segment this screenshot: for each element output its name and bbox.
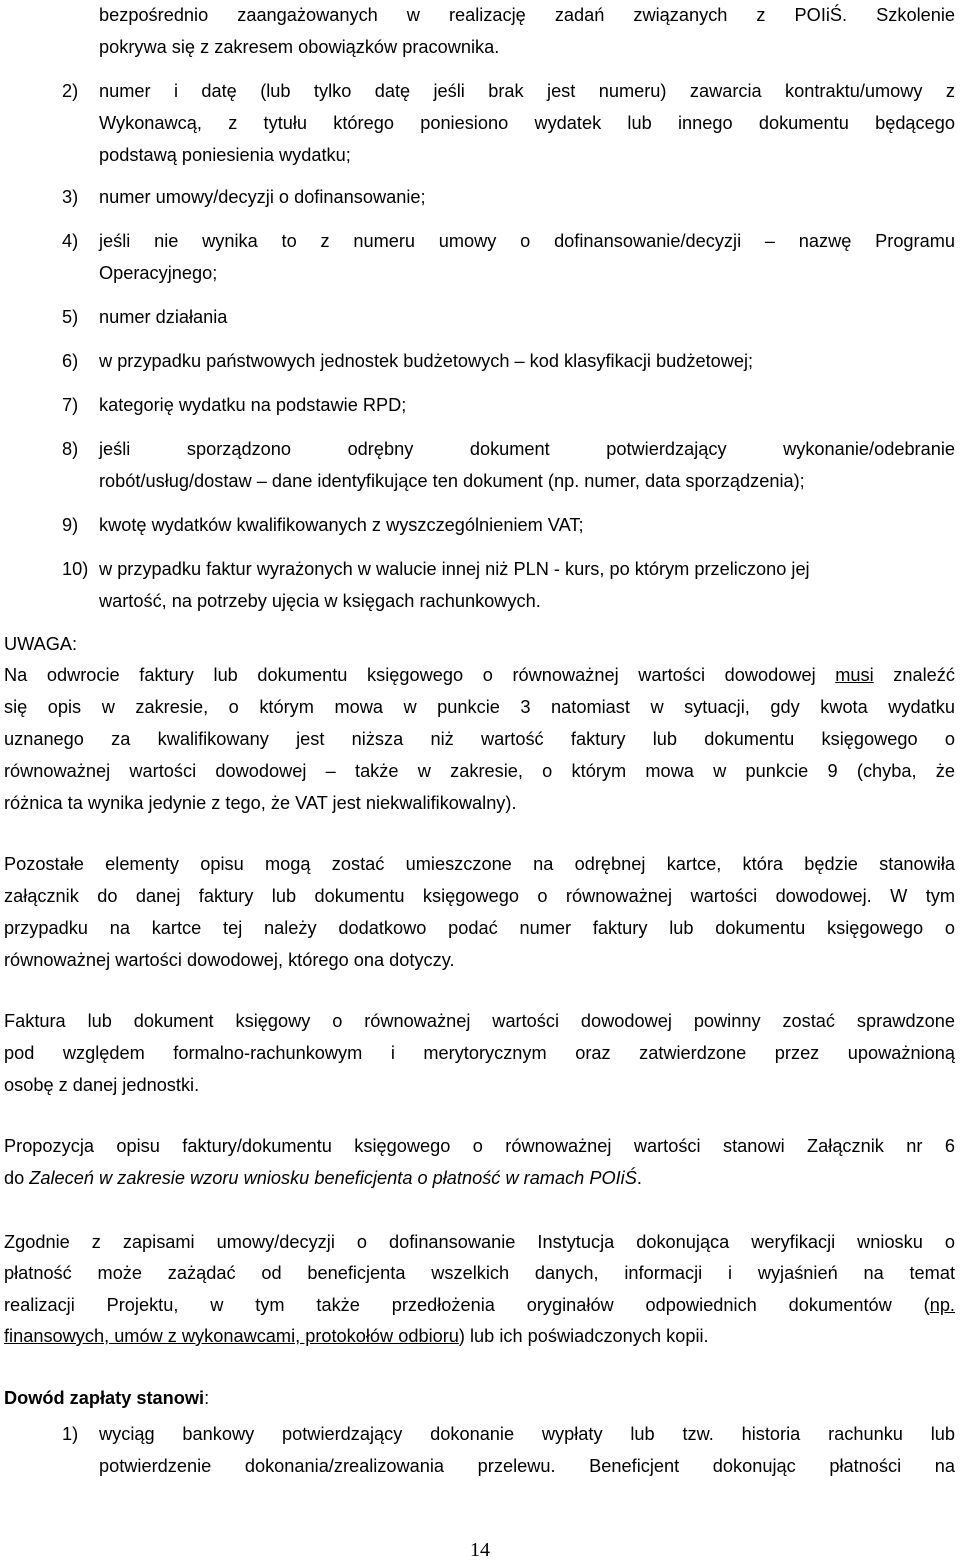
list-item-text: numer umowy/decyzji o dofinansowanie; [99, 187, 426, 207]
section-heading: Dowód zapłaty stanowi: [4, 1388, 210, 1408]
list-item-text: kategorię wydatku na podstawie RPD; [99, 395, 407, 415]
page-number: 14 [470, 1539, 490, 1561]
list-item-text: jeśli nie wynika to z numeru umowy o dofinansowanie/decyzji – nazwę Programu [99, 231, 955, 251]
list-item-text: potwierdzenie dokonania/zrealizowania przelewu. Beneficjent dokonując płatności na [99, 1456, 955, 1476]
list-item-number: 7) [62, 395, 79, 415]
list-item-number: 10) [62, 559, 89, 579]
list-item-number: 6) [62, 351, 79, 371]
list-item-text: wyciąg bankowy potwierdzający dokonanie wypłaty lub tzw. historia rachunku lub [99, 1424, 955, 1444]
paragraph-line: równoważnej wartości dowodowej, którego ona dotyczy. [4, 950, 455, 970]
paragraph-line: Pozostałe elementy opisu mogą zostać umieszczone na odrębnej kartce, która będzie stanowiła [4, 854, 955, 874]
paragraph-line: osobę z danej jednostki. [4, 1075, 200, 1095]
underlined-text: np. [929, 1295, 955, 1315]
list-item-text: numer i datę (lub tylko datę jeśli brak jest numeru) zawarcia kontraktu/umowy z [99, 81, 955, 101]
continuation-line-2: pokrywa się z zakresem obowiązków pracownika. [99, 37, 500, 57]
paragraph-line: przypadku na kartce tej należy dodatkowo podać numer faktury lub dokumentu księgowego o [4, 918, 955, 938]
list-item-text: w przypadku faktur wyrażonych w walucie innej niż PLN - kurs, po którym przeliczono jej [99, 559, 810, 579]
list-item-text: podstawą poniesienia wydatku; [99, 145, 351, 165]
list-item-number: 8) [62, 439, 79, 459]
list-item-number: 5) [62, 307, 79, 327]
list-item-text: Operacyjnego; [99, 263, 218, 283]
paragraph-line: równoważnej wartości dowodowej – także w zakresie, o którym mowa w punkcie 9 (chyba, że [4, 761, 955, 781]
list-item-text: numer działania [99, 307, 228, 327]
paragraph-line: realizacji Projektu, w tym także przedłożenia oryginałów odpowiednich dokumentów (np. [4, 1295, 955, 1315]
paragraph-line: załącznik do danej faktury lub dokumentu księgowego o równoważnej wartości dowodowej. W tym [4, 886, 955, 906]
paragraph-line: różnica ta wynika jedynie z tego, że VAT jest niekwalifikowalny). [4, 793, 517, 813]
list-item-text: Wykonawcą, z tytułu którego poniesiono wydatek lub innego dokumentu będącego [99, 113, 955, 133]
underlined-text: finansowych, umów z wykonawcami, protokołów odbioru [4, 1326, 459, 1346]
paragraph-line: Zgodnie z zapisami umowy/decyzji o dofinansowanie Instytucja dokonująca weryfikacji wniosku o [4, 1232, 955, 1252]
paragraph-line: Na odwrocie faktury lub dokumentu księgowego o równoważnej wartości dowodowej musi znaleźć [4, 665, 955, 685]
list-item-text: jeśli sporządzono odrębny dokument potwierdzający wykonanie/odebranie [99, 439, 955, 459]
paragraph-line: Faktura lub dokument księgowy o równoważnej wartości dowodowej powinny zostać sprawdzone [4, 1011, 955, 1031]
continuation-line-1: bezpośrednio zaangażowanych w realizację zadań związanych z POIiŚ. Szkolenie [99, 5, 955, 25]
paragraph-line: się opis w zakresie, o którym mowa w punkcie 3 natomiast w sytuacji, gdy kwota wydatku [4, 697, 955, 717]
list-item-number: 4) [62, 231, 79, 251]
document-title-italic: Zaleceń w zakresie wzoru wniosku beneficjenta o płatność w ramach POIiŚ [29, 1168, 637, 1188]
uwaga-label: UWAGA: [4, 634, 78, 654]
list-item-text: w przypadku państwowych jednostek budżetowych – kod klasyfikacji budżetowej; [99, 351, 754, 371]
list-item-text: kwotę wydatków kwalifikowanych z wyszczególnieniem VAT; [99, 515, 584, 535]
paragraph-line: uznanego za kwalifikowany jest niższa niż wartość faktury lub dokumentu księgowego o [4, 729, 955, 749]
emphasis-underline: musi [835, 665, 874, 685]
list-item-number: 3) [62, 187, 79, 207]
list-item-number: 2) [62, 81, 79, 101]
paragraph-line: do Zaleceń w zakresie wzoru wniosku beneficjenta o płatność w ramach POIiŚ. [4, 1168, 642, 1188]
list-item-text: wartość, na potrzeby ujęcia w księgach rachunkowych. [99, 591, 541, 611]
paragraph-line: płatność może zażądać od beneficjenta wszelkich danych, informacji i wyjaśnień na temat [4, 1263, 955, 1283]
list-item-number: 1) [62, 1424, 79, 1444]
paragraph-line: pod względem formalno-rachunkowym i merytorycznym oraz zatwierdzone przez upoważnioną [4, 1043, 955, 1063]
paragraph-line: finansowych, umów z wykonawcami, protokołów odbioru) lub ich poświadczonych kopii. [4, 1326, 709, 1346]
list-item-number: 9) [62, 515, 79, 535]
list-item-text: robót/usług/dostaw – dane identyfikujące ten dokument (np. numer, data sporządzenia); [99, 471, 805, 491]
paragraph-line: Propozycja opisu faktury/dokumentu księgowego o równoważnej wartości stanowi Załącznik nr 6 [4, 1136, 955, 1156]
